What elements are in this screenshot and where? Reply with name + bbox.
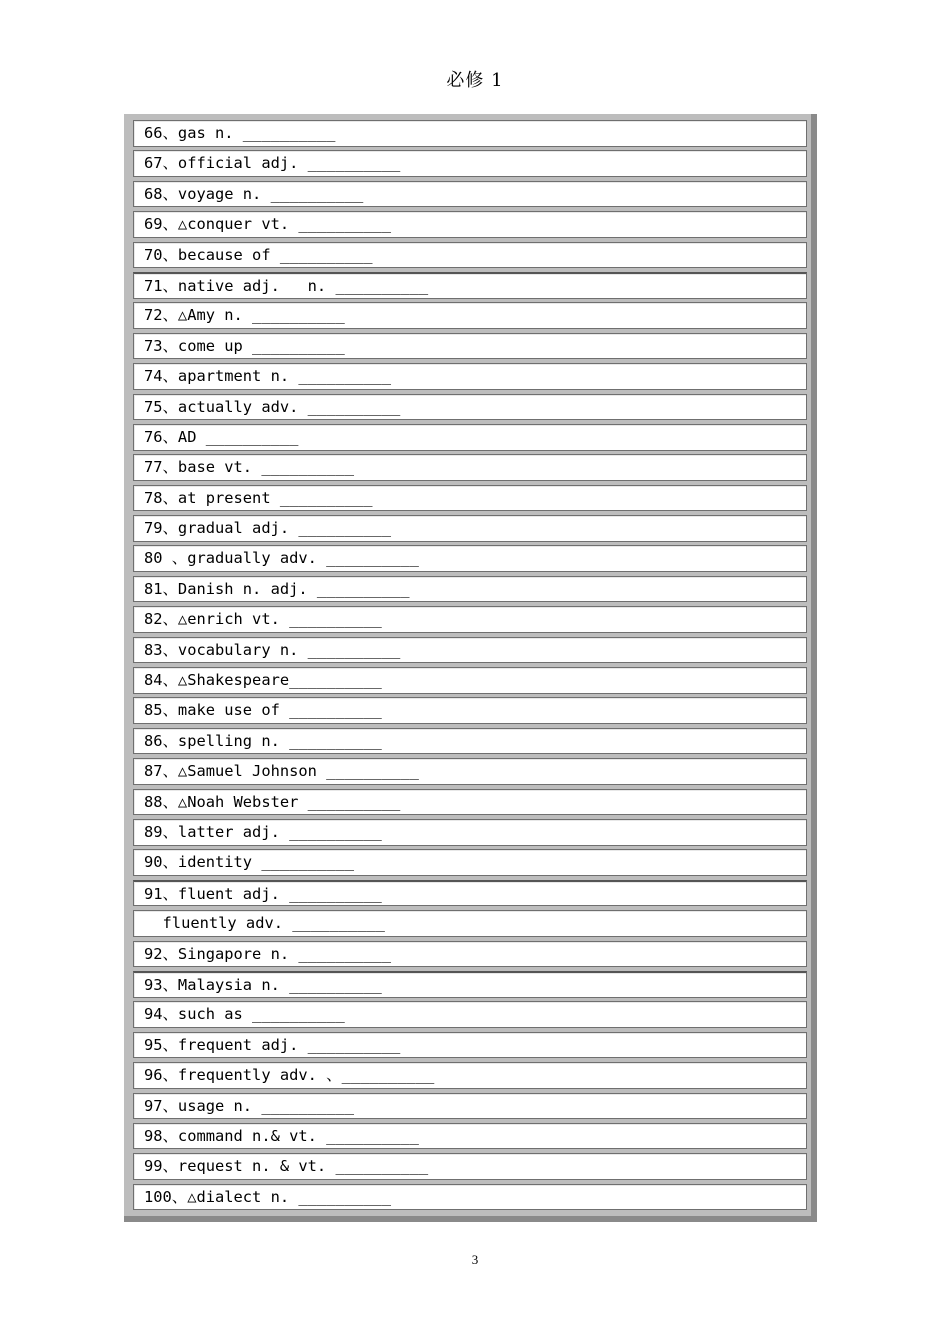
row-text: 100、△dialect n. __________	[144, 1187, 392, 1206]
row-text: 83、vocabulary n. __________	[144, 640, 401, 659]
table-row	[133, 1001, 807, 1028]
row-text: 69、△conquer vt. __________	[144, 215, 392, 234]
row-text: 77、base vt. __________	[144, 458, 354, 477]
row-text: 95、frequent adj. __________	[144, 1035, 401, 1054]
table-row	[133, 910, 807, 937]
row-text: 93、Malaysia n. __________	[144, 975, 382, 994]
row-text: 82、△enrich vt. __________	[144, 610, 382, 629]
table-row	[133, 424, 807, 451]
table-row	[133, 637, 807, 664]
table-row	[133, 606, 807, 633]
table-row	[133, 971, 807, 998]
row-text: 68、voyage n. __________	[144, 184, 364, 203]
table-row	[133, 485, 807, 512]
table-row	[133, 697, 807, 724]
table-row	[133, 211, 807, 238]
row-text: 87、△Samuel Johnson __________	[144, 762, 419, 781]
table-row	[133, 1093, 807, 1120]
table-row	[133, 1184, 807, 1211]
row-text: 99、request n. & vt. __________	[144, 1157, 429, 1176]
table-row	[133, 880, 807, 907]
table-row	[133, 1062, 807, 1089]
row-text: 94、such as __________	[144, 1005, 345, 1024]
table-row	[133, 181, 807, 208]
row-text: 89、latter adj. __________	[144, 822, 382, 841]
page-number: 3	[471, 1252, 479, 1267]
table-row	[133, 363, 807, 390]
row-text: 71、native adj. n. __________	[144, 276, 429, 295]
row-text: 98、command n.& vt. __________	[144, 1126, 419, 1145]
row-text: 86、spelling n. __________	[144, 731, 382, 750]
row-text: 70、because of __________	[144, 245, 373, 264]
table-row	[133, 576, 807, 603]
row-text: 92、Singapore n. __________	[144, 944, 392, 963]
table-row	[133, 515, 807, 542]
table-row	[133, 150, 807, 177]
row-text: 88、△Noah Webster __________	[144, 792, 401, 811]
row-text: 91、fluent adj. __________	[144, 884, 382, 903]
row-text: 75、actually adv. __________	[144, 397, 401, 416]
table-row	[133, 394, 807, 421]
table-row	[133, 1153, 807, 1180]
page-header-title: 必修 1	[446, 70, 504, 91]
table-row	[133, 545, 807, 572]
row-text: 73、come up __________	[144, 336, 345, 355]
row-text: fluently adv. __________	[144, 914, 385, 933]
table-row	[133, 789, 807, 816]
vocabulary-table	[124, 114, 817, 1222]
row-text: 80 、gradually adv. __________	[144, 549, 419, 568]
table-row	[133, 1032, 807, 1059]
row-text: 84、△Shakespeare__________	[144, 671, 382, 690]
table-row	[133, 272, 807, 299]
row-text: 81、Danish n. adj. __________	[144, 579, 410, 598]
table-row	[133, 120, 807, 147]
table-row	[133, 819, 807, 846]
table-row	[133, 941, 807, 968]
row-text: 74、apartment n. __________	[144, 367, 392, 386]
row-text: 78、at present __________	[144, 488, 373, 507]
row-text: 66、gas n. __________	[144, 124, 336, 142]
row-text: 67、official adj. __________	[144, 154, 401, 173]
table-row	[133, 849, 807, 876]
row-text: 97、usage n. __________	[144, 1096, 354, 1115]
row-text: 79、gradual adj. __________	[144, 519, 392, 538]
table-row	[133, 1123, 807, 1150]
table-row	[133, 728, 807, 755]
table-row	[133, 242, 807, 269]
table-row	[133, 454, 807, 481]
row-text: 96、frequently adv. 、__________	[144, 1066, 435, 1085]
row-text: 85、make use of __________	[144, 701, 382, 720]
row-text: 72、△Amy n. __________	[144, 306, 345, 325]
table-row	[133, 302, 807, 329]
table-row	[133, 667, 807, 694]
row-text: 90、identity __________	[144, 853, 354, 872]
vocabulary-rows	[133, 120, 807, 1214]
row-text: 76、AD __________	[144, 427, 299, 446]
table-row	[133, 333, 807, 360]
table-row	[133, 758, 807, 785]
